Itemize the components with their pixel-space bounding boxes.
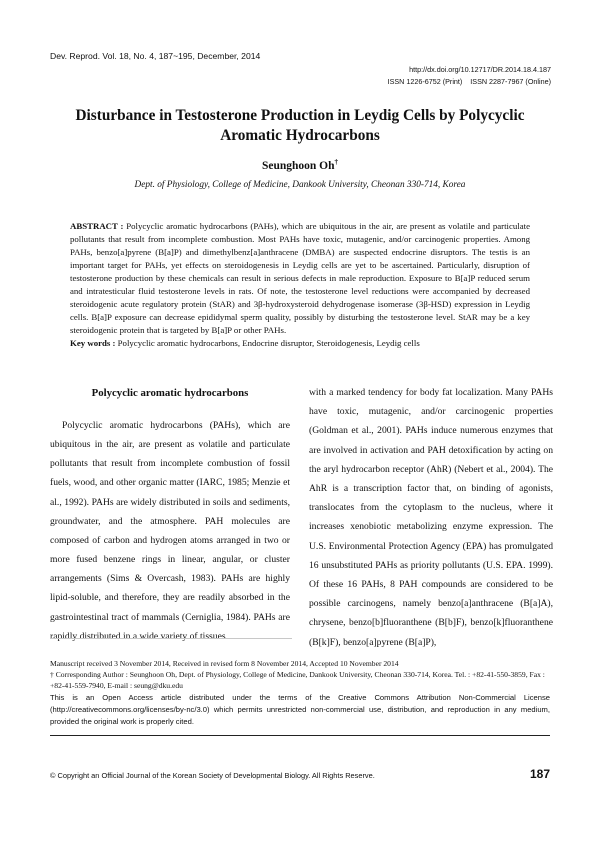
keywords-line [70,337,530,350]
author-name: Seunghoon Oh [261,159,335,172]
author-line [0,158,600,172]
page-number: 187 [529,767,550,781]
copyright-notice: © Copyright an Official Journal of the Korean Society of Developmental Biology. All Rights Reserve. [50,771,375,780]
footnotes [50,658,550,691]
footnote-divider [50,638,292,639]
author-mark: † [334,158,339,166]
abstract-block [70,220,530,350]
license-notice: This is an Open Access article distributed under the terms of the Creative Commons Attribution Non-Commercial License (http://creativecommons.org/licenses/by-nc/3.0) which permits unrestricted non-commercial use, distribution, and reproduction in any medium, provided the original work is properly cited. [50,693,550,726]
article-title: Disturbance in Testosterone Production in Leydig Cells by Polycyclic Aromatic Hydrocarbons [75,107,525,144]
issn-line: ISSN 1226-6752 (Print) ISSN 2287-7967 (Online) [387,77,551,86]
abstract-paragraph [70,220,530,337]
keywords-text: Polycyclic aromatic hydrocarbons, Endocrine disruptor, Steroidogenesis, Leydig cells [117,338,420,348]
left-column [50,384,290,646]
abstract-label: ABSTRACT : [70,221,124,231]
abstract-text: Polycyclic aromatic hydrocarbons (PAHs), which are ubiquitous in the air, are present as volatile and particulate pollutants that result from incomplete combustion. Most PAHs have toxic, mutagenic, and/or carcinogenic properties. Among PAHs, benzo[a]pyrene (B[a]P) and dimethylbenz[a]anthracene (DMBA) are suspected endocrine disruptors. The testis is an important target for PAHs, yet effects on steroidogenesis in Leydig cells are yet to be ascertained. Particularly, disruption of testosterone production by these chemicals can result in serious defects in male reproduction. Exposure to B[a]P reduced serum and intratesticular fluid testosterone levels in rats. Of note, the testosterone level reductions were accompanied by decreased steroidogenic acute regulatory protein (StAR) and 3β-hydroxysteroid dehydrogenase isomerase (3β-HSD) expression in Leydig cells. B[a]P exposure can decrease epididymal sperm quality, possibly by disturbing the testosterone level. StAR may be a key steroidogenic protein that is targeted by B[a]P or other PAHs. [70,221,530,335]
corresponding-author: † Corresponding Author : Seunghoon Oh, Dept. of Physiology, College of Medicine, Dankook University, Cheonan 330-714, Korea. Tel. : +82-41-550-3859, Fax : +82-41-559-7940, E-mail : seung@dku.edu [50,670,545,690]
received-dates: Manuscript received 3 November 2014, Received in revised form 8 November 2014, Accepted 10 November 2014 [50,659,399,668]
body-paragraph: with a marked tendency for body fat localization. Many PAHs have toxic, mutagenic, and/or carcinogenic properties (Goldman et al., 2001). PAHs induce numerous enzymes that are involved in activation and PAH detoxification by acting on the aryl hydrocarbon receptor (AhR) (Nebert et al., 2004). The AhR is a transcription factor that, on binding of agonists, translocates from the cytoplasm to the nucleus, where it increases xenobiotic metabolizing enzyme expression. The U.S. Environmental Protection Agency (EPA) has promulgated 16 unsubstituted PAHs as priority pollutants (U.S. EPA. 1999). Of these 16 PAHs, 8 PAH compounds are considered to be possible carcinogens, namely benzo[a]anthracene (B[a]A), chrysene, benzo[b]fluoranthene (B[b]F), benzo[k]fluoranthene (B[k]F), benzo[a]pyrene (B[a]P), [309,387,553,648]
right-column [309,383,553,652]
section-heading: Polycyclic aromatic hydrocarbons [91,387,249,399]
journal-reference: Dev. Reprod. Vol. 18, No. 4, 187~195, December, 2014 [50,51,261,61]
doi-link[interactable]: http://dx.doi.org/10.12717/DR.2014.18.4.187 [409,65,551,74]
keywords-label: Key words : [70,338,116,348]
affiliation: Dept. of Physiology, College of Medicine, Dankook University, Cheonan 330-714, Korea [134,180,466,190]
body-paragraph: Polycyclic aromatic hydrocarbons (PAHs), which are ubiquitous in the air, are present as volatile and particulate pollutants that result from incomplete combustion of fossil fuels, wood, and other organic matter (IARC, 1985; Menzie et al., 1992). PAHs are widely distributed in soils and sediments, groundwater, and the atmosphere. PAH molecules are composed of carbon and hydrogen atoms arranged in two or more fused benzene rings in linear, angular, or cluster arrangements (Sims & Overcash, 1983). PAHs are highly lipid-soluble, and therefore, they are readily absorbed in the gastrointestinal tract of mammals (Cerniglia, 1984). PAHs are rapidly distributed in a wide variety of tissues [50,420,290,642]
doi-block [388,64,551,88]
footer-rule [50,735,550,736]
